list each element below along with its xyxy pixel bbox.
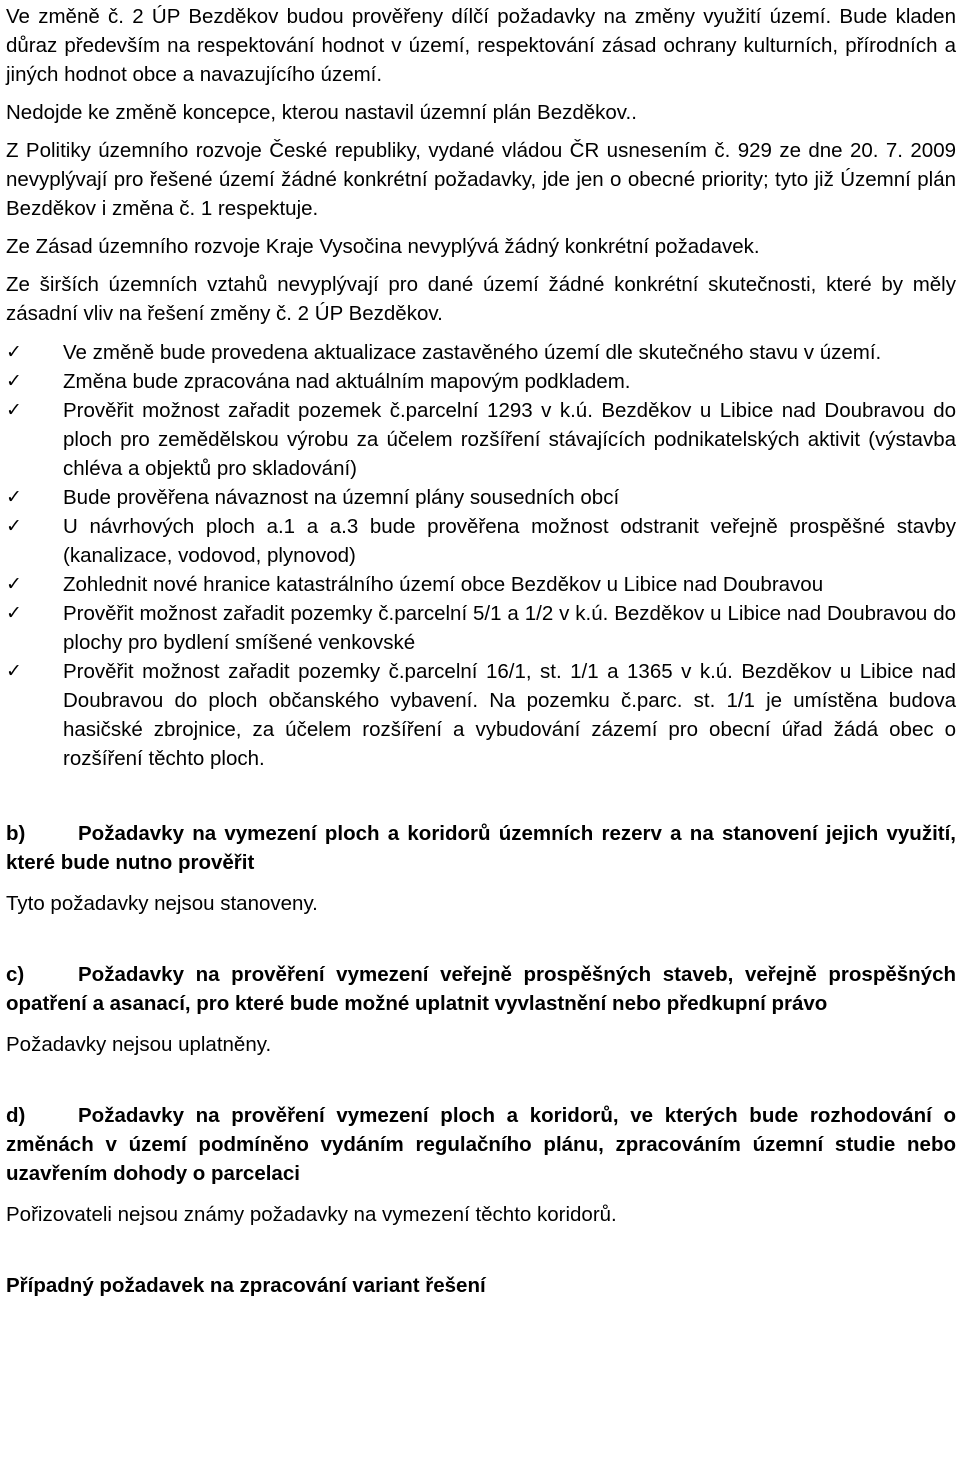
checklist-item-text: Ve změně bude provedena aktualizace zastavěného území dle skutečného stavu v území. bbox=[63, 341, 882, 364]
document-page bbox=[6, 2, 956, 1300]
section-title: Požadavky na vymezení ploch a koridorů územních rezerv a na stanovení jejich využití, které bude nutno prověřit bbox=[6, 822, 956, 874]
requirements-checklist bbox=[6, 338, 956, 773]
checklist-item-text: Prověřit možnost zařadit pozemky č.parcelní 5/1 a 1/2 v k.ú. Bezděkov u Libice nad Doubravou do plochy pro bydlení smíšené venkovské bbox=[63, 602, 956, 654]
checklist-item bbox=[6, 367, 956, 396]
checklist-item-text: Prověřit možnost zařadit pozemky č.parcelní 16/1, st. 1/1 a 1365 v k.ú. Bezděkov u Libice nad Doubravou do ploch občanského vybavení. Na pozemku č.parc. st. 1/1 je umístěna budova hasičské zbrojnice, za účelem rozšíření a vybudování zázemí pro obecní úřad žádá obec o rozšíření těchto ploch. bbox=[63, 660, 956, 770]
checklist-item-text: Změna bude zpracována nad aktuálním mapovým podkladem. bbox=[63, 370, 631, 393]
intro-paragraph-changes: Ve změně č. 2 ÚP Bezděkov budou prověřeny dílčí požadavky na změny využití území. Bude kladen důraz především na respektování hodnot v území, respektování zásad ochrany kulturních, přírodních a jiných hodnot obce a navazujícího území. bbox=[6, 5, 956, 86]
check-icon: ✓ bbox=[6, 602, 22, 624]
section-b-heading bbox=[6, 819, 956, 877]
checklist-item bbox=[6, 338, 956, 367]
check-icon: ✓ bbox=[6, 660, 22, 682]
intro-paragraph-regional-principles: Ze Zásad územního rozvoje Kraje Vysočina nevyplývá žádný konkrétní požadavek. bbox=[6, 235, 760, 258]
section-b-body: Tyto požadavky nejsou stanoveny. bbox=[6, 892, 318, 915]
checklist-item bbox=[6, 599, 956, 657]
section-letter: c) bbox=[6, 963, 25, 986]
checklist-item bbox=[6, 657, 956, 773]
section-letter: b) bbox=[6, 822, 26, 845]
checklist-item bbox=[6, 512, 956, 570]
check-icon: ✓ bbox=[6, 515, 22, 537]
check-icon: ✓ bbox=[6, 573, 22, 595]
checklist-item-text: U návrhových ploch a.1 a a.3 bude prověřena možnost odstranit veřejně prospěšné stavby (kanalizace, vodovod, plynovod) bbox=[63, 515, 956, 567]
section-c-heading bbox=[6, 960, 956, 1018]
checklist-item-text: Bude prověřena návaznost na územní plány sousedních obcí bbox=[63, 486, 620, 509]
checklist-item-text: Zohlednit nové hranice katastrálního území obce Bezděkov u Libice nad Doubravou bbox=[63, 573, 824, 596]
section-c-body: Požadavky nejsou uplatněny. bbox=[6, 1033, 272, 1056]
checklist-item bbox=[6, 570, 956, 599]
checklist-item bbox=[6, 483, 956, 512]
section-d-body: Pořizovateli nejsou známy požadavky na vymezení těchto koridorů. bbox=[6, 1203, 617, 1226]
section-variants-heading: Případný požadavek na zpracování variant řešení bbox=[6, 1274, 486, 1297]
checklist-item-text: Prověřit možnost zařadit pozemek č.parcelní 1293 v k.ú. Bezděkov u Libice nad Doubravou do ploch pro zemědělskou výrobu za účelem rozšíření stávajících podnikatelských aktivit (výstavba chléva a objektů pro skladování) bbox=[63, 399, 956, 480]
check-icon: ✓ bbox=[6, 399, 22, 421]
checklist-item bbox=[6, 396, 956, 483]
intro-paragraph-national-policy: Z Politiky územního rozvoje České republiky, vydané vládou ČR usnesením č. 929 ze dne 20. 7. 2009 nevyplývají pro řešené území žádné konkrétní požadavky, jde jen o obecné priority; tyto již Územní plán Bezděkov i změna č. 1 respektuje. bbox=[6, 139, 956, 220]
section-title: Požadavky na prověření vymezení veřejně prospěšných staveb, veřejně prospěšných opatření a asanací, pro které bude možné uplatnit vyvlastnění nebo předkupní právo bbox=[6, 963, 956, 1015]
intro-paragraph-wider-relations: Ze širších územních vztahů nevyplývají pro dané území žádné konkrétní skutečnosti, které by měly zásadní vliv na řešení změny č. 2 ÚP Bezděkov. bbox=[6, 273, 956, 325]
intro-paragraph-concept: Nedojde ke změně koncepce, kterou nastavil územní plán Bezděkov.. bbox=[6, 101, 637, 124]
section-letter: d) bbox=[6, 1104, 26, 1127]
check-icon: ✓ bbox=[6, 370, 22, 392]
check-icon: ✓ bbox=[6, 486, 22, 508]
check-icon: ✓ bbox=[6, 341, 22, 363]
section-d-heading bbox=[6, 1101, 956, 1188]
section-title: Požadavky na prověření vymezení ploch a koridorů, ve kterých bude rozhodování o změnách v území podmíněno vydáním regulačního plánu, zpracováním územní studie nebo uzavřením dohody o parcelaci bbox=[6, 1104, 956, 1185]
